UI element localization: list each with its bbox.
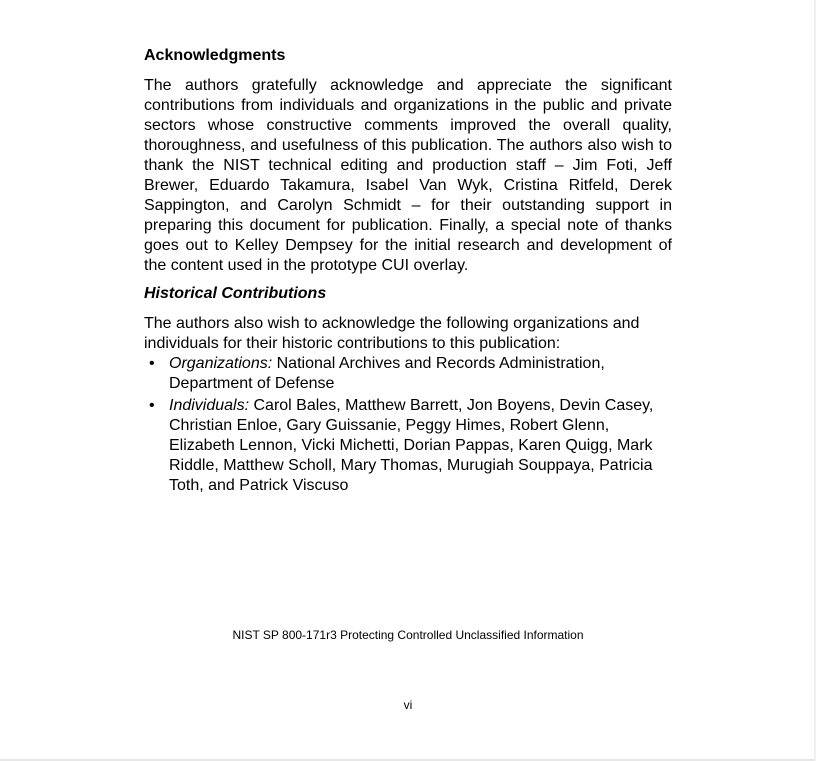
individuals-label: Individuals: (169, 397, 250, 414)
individuals-text: Carol Bales, Matthew Barrett, Jon Boyens, Devin Casey, Christian Enloe, Gary Guissanie, Peggy Himes, Robert Glenn, Elizabeth Lennon, Vicki Michetti, Dorian Pappas, Karen Quigg, Mark Riddle, Matthew Scholl, Mary Thomas, Murugiah Souppaya, Patricia Toth, and Patrick Viscuso (169, 397, 654, 494)
page-content (144, 46, 672, 498)
bullet-icon: • (149, 397, 155, 414)
contributions-list (144, 354, 672, 496)
historical-contributions-heading: Historical Contributions (144, 285, 327, 302)
historical-intro-paragraph: The authors also wish to acknowledge the following organizations and individuals for their historic contributions to this publication: (144, 315, 640, 352)
list-item-organizations (144, 354, 672, 394)
organizations-label: Organizations: (169, 355, 273, 372)
page-number: vi (403, 698, 413, 712)
list-item-individuals (144, 396, 672, 496)
running-footer: NIST SP 800-171r3 Protecting Controlled Unclassified Information (232, 628, 584, 642)
acknowledgments-heading: Acknowledgments (144, 47, 286, 64)
organizations-text: National Archives and Records Administration, Department of Defense (169, 355, 605, 392)
acknowledgments-paragraph: The authors gratefully acknowledge and appreciate the significant contributions from individuals and organizations in the public and private sectors whose constructive comments improved the overall quality, thoroughness, and usefulness of this publication. The authors also wish to thank the NIST technical editing and production staff – Jim Foti, Jeff Brewer, Eduardo Takamura, Isabel Van Wyk, Cristina Ritfeld, Derek Sappington, and Carolyn Schmidt – for their outstanding support in preparing this document for publication. Finally, a special note of thanks goes out to Kelley Dempsey for the initial research and development of the content used in the prototype CUI overlay. (144, 77, 672, 274)
bullet-icon: • (149, 355, 155, 372)
